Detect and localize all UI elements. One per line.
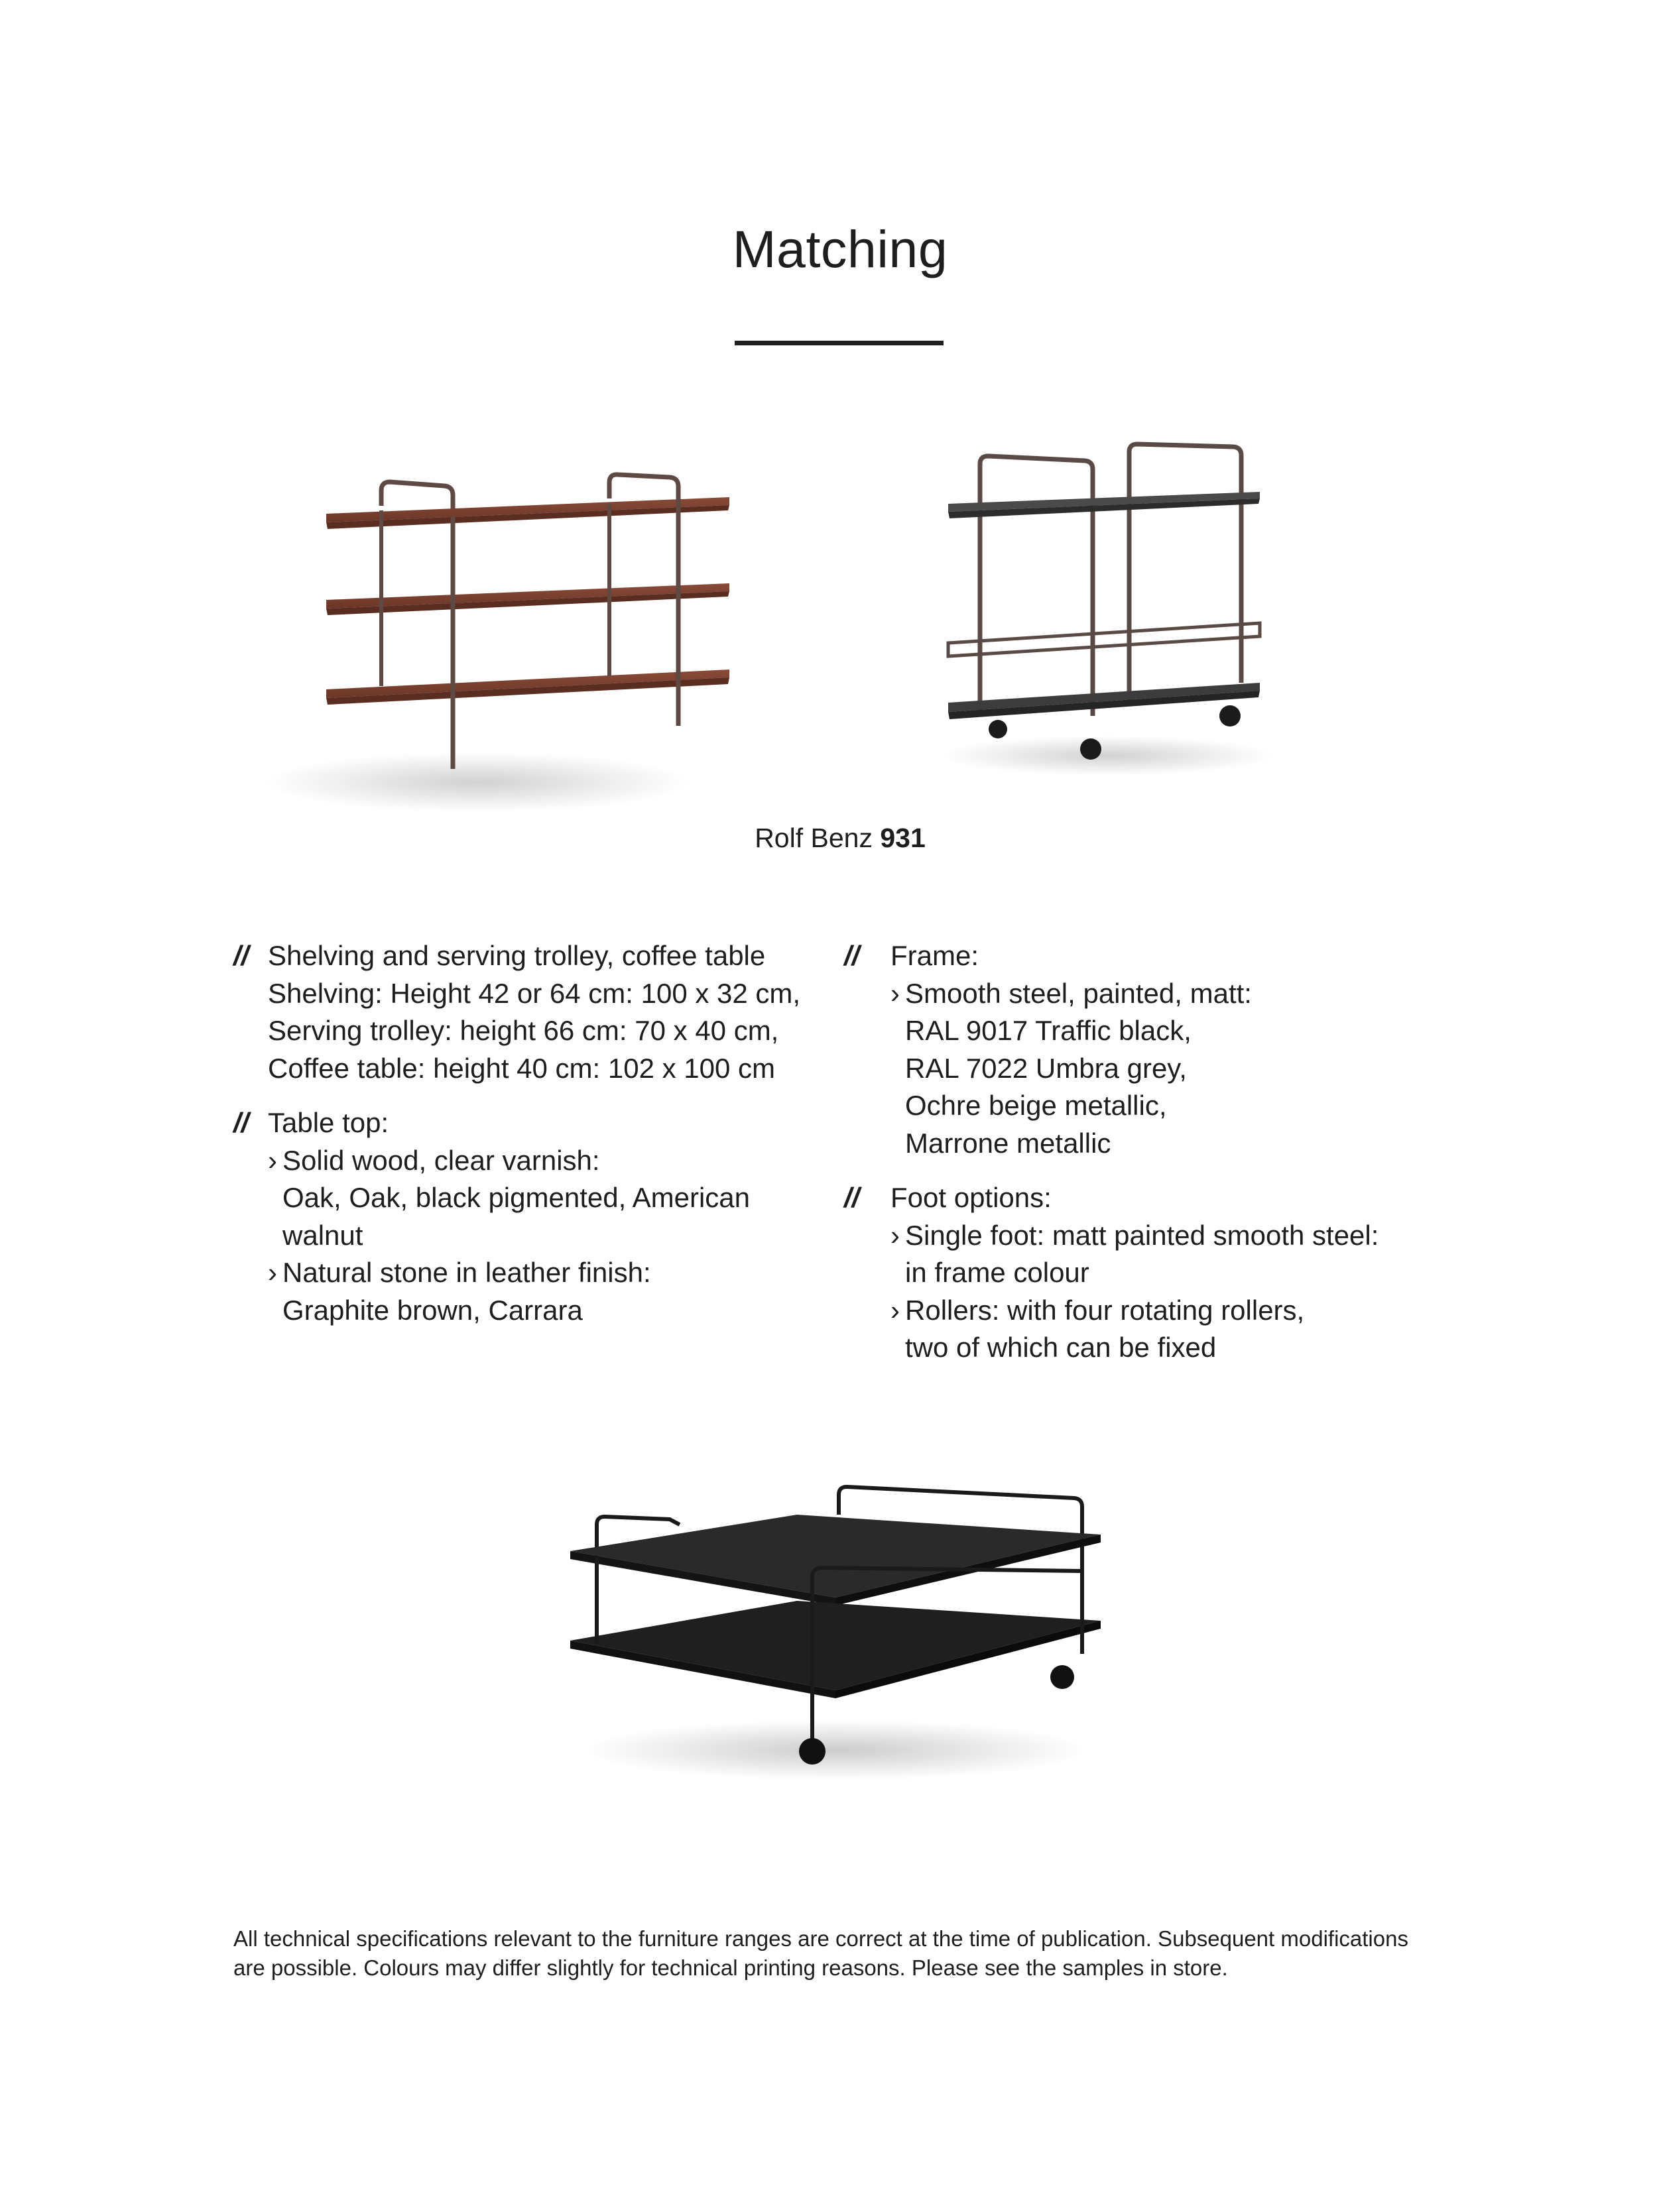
bullet-chevron-icon: › bbox=[890, 977, 900, 1009]
disclaimer-line: All technical specifications relevant to the furniture ranges are correct at the time of publication. Subsequent modifications bbox=[233, 1926, 1408, 1951]
shelving-unit-image bbox=[252, 451, 756, 822]
spec-line: Smooth steel, painted, matt: bbox=[905, 977, 1252, 1009]
spec-line: Natural stone in leather finish: bbox=[282, 1257, 651, 1288]
caption-model: 931 bbox=[880, 823, 926, 853]
spec-line: walnut bbox=[282, 1219, 363, 1251]
page-title: Matching bbox=[732, 219, 948, 278]
spec-line: Graphite brown, Carrara bbox=[282, 1294, 583, 1326]
spec-item bbox=[890, 1292, 1441, 1367]
bullet-chevron-icon: › bbox=[890, 1219, 900, 1251]
disclaimer-line: are possible. Colours may differ slightly for technical printing reasons. Please see the samples in store. bbox=[233, 1955, 1228, 1980]
disclaimer bbox=[233, 1924, 1493, 1983]
spec-marker: // bbox=[844, 940, 860, 971]
spec-heading: Frame: bbox=[890, 940, 979, 971]
spec-line: Coffee table: height 40 cm: 102 x 100 cm bbox=[268, 1052, 776, 1084]
bullet-chevron-icon: › bbox=[890, 1294, 900, 1326]
spec-line: RAL 9017 Traffic black, bbox=[905, 1015, 1192, 1046]
spec-line: Shelving and serving trolley, coffee table bbox=[268, 940, 766, 971]
spec-column-right bbox=[844, 937, 1441, 1384]
spec-marker: // bbox=[233, 940, 249, 971]
spec-line: Solid wood, clear varnish: bbox=[282, 1144, 600, 1176]
bullet-chevron-icon: › bbox=[268, 1144, 277, 1176]
spec-line: Oak, Oak, black pigmented, American bbox=[282, 1182, 750, 1213]
spec-heading: Table top: bbox=[268, 1107, 389, 1138]
spec-heading: Foot options: bbox=[890, 1182, 1052, 1213]
spec-line: Serving trolley: height 66 cm: 70 x 40 cm, bbox=[268, 1015, 779, 1046]
bullet-chevron-icon: › bbox=[268, 1257, 277, 1288]
product-caption bbox=[0, 823, 1655, 854]
spec-marker: // bbox=[233, 1107, 249, 1138]
spec-foot-options bbox=[844, 1179, 1441, 1367]
coffee-table-image bbox=[557, 1478, 1121, 1790]
spec-line: two of which can be fixed bbox=[905, 1332, 1217, 1363]
spec-line: RAL 7022 Umbra grey, bbox=[905, 1052, 1187, 1084]
spec-marker: // bbox=[844, 1182, 860, 1213]
serving-trolley-image bbox=[928, 437, 1300, 782]
spec-item bbox=[268, 1142, 830, 1255]
caption-brand: Rolf Benz bbox=[755, 823, 873, 853]
spec-line: Rollers: with four rotating rollers, bbox=[905, 1294, 1305, 1326]
spec-line: in frame colour bbox=[905, 1257, 1089, 1288]
spec-line: Shelving: Height 42 or 64 cm: 100 x 32 cm, bbox=[268, 977, 801, 1009]
spec-frame bbox=[844, 937, 1441, 1162]
spec-line: Single foot: matt painted smooth steel: bbox=[905, 1219, 1379, 1251]
spec-column-left bbox=[233, 937, 830, 1346]
title-divider bbox=[735, 341, 944, 345]
spec-item bbox=[890, 975, 1441, 1163]
spec-item bbox=[890, 1217, 1441, 1292]
spec-item bbox=[268, 1254, 830, 1329]
spec-general bbox=[233, 937, 830, 1087]
spec-line: Ochre beige metallic, bbox=[905, 1090, 1167, 1121]
spec-line: Marrone metallic bbox=[905, 1127, 1111, 1159]
spec-table-top bbox=[233, 1104, 830, 1329]
